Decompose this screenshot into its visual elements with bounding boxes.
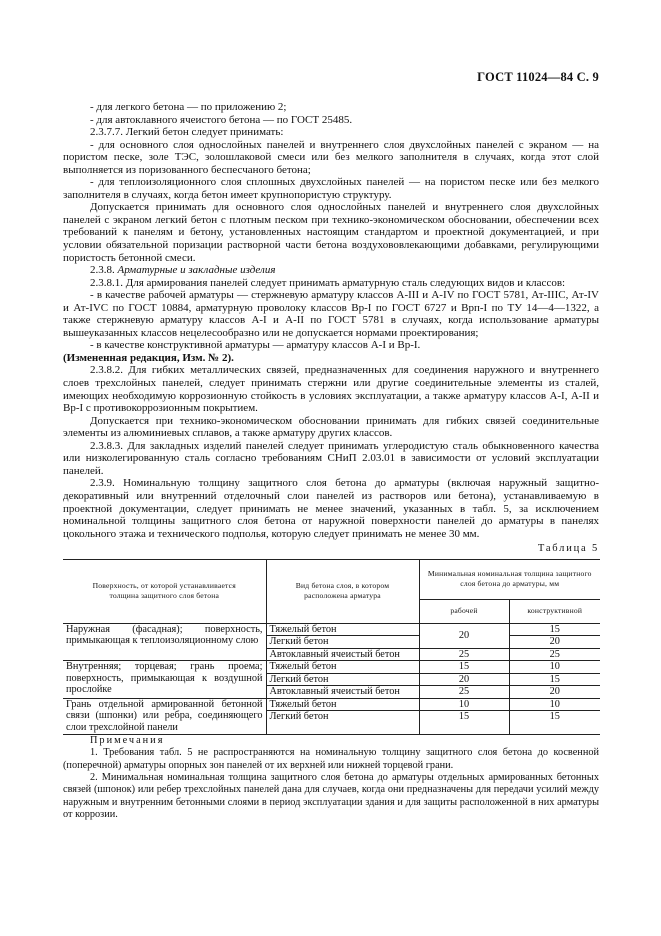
paragraph: Допускается принимать для основного слоя однослойных панелей и внутреннего слоя двухслойных панелей с экраном легкий бетон с плотным песком при технико-экономическом обосновании, обеспечении всех требований к панелям и бетону, установленных настоящим стандартом и проектной документацией, и при условии обязательной поризации растворной части бетона воздухововлекающими добавками, регулирующими пористость бетонной смеси. bbox=[63, 201, 599, 264]
concrete-cell: Тяжелый бетон bbox=[266, 661, 419, 674]
paragraph: - для теплоизоляционного слоя сплошных двухслойных панелей — на пористом песке или без мелкого заполнителя в случаях, когда бетон имеет крупнопористую структуру. bbox=[63, 176, 599, 201]
concrete-cell: Легкий бетон bbox=[266, 636, 419, 649]
constr-cell: 20 bbox=[509, 686, 600, 699]
notes-block bbox=[63, 735, 599, 821]
paragraph: - для основного слоя однослойных панелей и внутреннего слоя двухслойных панелей с экраном — на пористом песке, золе ТЭС, золошлаковой смеси или без мелкого заполнителя в случаях, когда этот слой выполняется из поризованного беспесчаного бетона; bbox=[63, 138, 599, 176]
work-cell: 10 bbox=[419, 698, 509, 711]
edit-note: (Измененная редакция, Изм. № 2). bbox=[63, 351, 234, 364]
work-cell: 20 bbox=[419, 623, 509, 648]
concrete-cell: Легкий бетон bbox=[266, 673, 419, 686]
constr-cell: 15 bbox=[509, 623, 600, 636]
page-header: ГОСТ 11024—84 С. 9 bbox=[477, 70, 599, 84]
col-header-surface: Поверхность, от которой устанавливается толщина защитного слоя бетона bbox=[63, 559, 266, 623]
constr-cell: 20 bbox=[509, 636, 600, 649]
work-cell: 25 bbox=[419, 686, 509, 699]
concrete-cell: Тяжелый бетон bbox=[266, 698, 419, 711]
surface-cell: Внутренняя; торцевая; грань проема; поверхность, примыкающая к воздушной прослойке bbox=[63, 661, 266, 699]
section-number: 2.3.8. bbox=[90, 264, 115, 277]
table-caption: Таблица 5 bbox=[537, 543, 599, 555]
notes-title: Примечания bbox=[90, 735, 165, 747]
table-row bbox=[63, 698, 600, 711]
table-row bbox=[63, 623, 600, 636]
constr-cell: 10 bbox=[509, 698, 600, 711]
paragraph: - для автоклавного ячеистого бетона — по ГОСТ 25485. bbox=[90, 113, 353, 126]
section-title: Арматурные и закладные изделия bbox=[117, 264, 276, 277]
work-cell: 15 bbox=[419, 711, 509, 735]
table-5 bbox=[63, 559, 600, 736]
paragraph: - в качестве конструктивной арматуры — арматуру классов А-I и Вр-I. bbox=[90, 339, 421, 352]
note-item: 1. Требования табл. 5 не распространяются на номинальную толщину защитного слоя бетона до косвенной (поперечной) арматуры опорных зон панелей от их верхней или нижней торцевой грани. bbox=[63, 747, 599, 771]
paragraph: 2.3.9. Номинальную толщину защитного слоя бетона до арматуры (включая наружный защитно-декоративный или внутренний отделочный слои панелей из растворов или бетона), устанавливаемую в проектной документации, следует принимать не менее значений, указанных в табл. 5, за исключением номинальной толщины защитного слоя бетона от наружной поверхности панелей до арматуры в панелях цокольного этажа и технического подполья, которую следует принимать не менее 30 мм. bbox=[63, 477, 599, 540]
paragraph: - в качестве рабочей арматуры — стержневую арматуру классов А-III и А-IV по ГОСТ 5781, Ат-IIIС, Ат-IV и Ат-IVС по ГОСТ 10884, арматурную проволоку классов Вр-I по ГОСТ 6727 и Врп-I по ТУ 14—4—1322, а также стержневую арматуру классов А-I и А-II по ГОСТ 5781 в случаях, когда использование арматуры вышеуказанных классов нецелесообразно или не допускается нормами проектирования; bbox=[63, 289, 599, 339]
paragraph: 2.3.8.3. Для закладных изделий панелей следует принимать углеродистую сталь обыкновенного качества или низколегированную сталь согласно требованиям СНиП 2.03.01 в зависимости от условий эксплуатации панелей. bbox=[63, 439, 599, 477]
concrete-cell: Легкий бетон bbox=[266, 711, 419, 735]
surface-cell: Грань отдельной армированной бетонной связи (шпонки) или ребра, соединяющего слои трехслойной панели bbox=[63, 698, 266, 735]
work-cell: 25 bbox=[419, 648, 509, 661]
paragraph: 2.3.8.1. Для армирования панелей следует принимать арматурную сталь следующих видов и классов: bbox=[90, 276, 566, 289]
constr-cell: 15 bbox=[509, 711, 600, 735]
col-header-constr: конструктивной bbox=[509, 599, 600, 623]
concrete-cell: Тяжелый бетон bbox=[266, 623, 419, 636]
work-cell: 20 bbox=[419, 673, 509, 686]
constr-cell: 15 bbox=[509, 673, 600, 686]
paragraph: 2.3.8.2. Для гибких металлических связей, предназначенных для соединения наружного и внутреннего слоев трехслойных панелей, следует принимать стержни или другие соединительные элементы из сталей, имеющих необходимую коррозионную стойкость в условиях эксплуатации, а также арматуру классов А-I, А-II и Вр-I с противокоррозионным покрытием. bbox=[63, 364, 599, 415]
concrete-cell: Автоклавный ячеистый бетон bbox=[266, 686, 419, 699]
table-row bbox=[63, 661, 600, 674]
constr-cell: 25 bbox=[509, 648, 600, 661]
document-body bbox=[63, 101, 599, 821]
constr-cell: 10 bbox=[509, 661, 600, 674]
surface-cell: Наружная (фасадная); поверхность, примыкающая к теплоизоляционному слою bbox=[63, 623, 266, 661]
concrete-cell: Автоклавный ячеистый бетон bbox=[266, 648, 419, 661]
note-item: 2. Минимальная номинальная толщина защитного слоя бетона до арматуры отдельных армированных бетонных связей (шпонок) или ребер трехслойных панелей дана для случаев, когда они предназначены для передачи усилий между наружным и внутренним бетонными слоями в период эксплуатации здания и для защиты расположенной в них арматуры от коррозии. bbox=[63, 772, 599, 820]
col-header-work: рабочей bbox=[419, 599, 509, 623]
paragraph: - для легкого бетона — по приложению 2; bbox=[90, 101, 287, 113]
paragraph: Допускается при технико-экономическом обосновании принимать для гибких связей соединительные элементы из алюминиевых сплавов, а также арматуру других классов. bbox=[63, 414, 599, 440]
col-header-thickness: Минимальная номинальная толщина защитного слоя бетона до арматуры, мм bbox=[419, 559, 600, 599]
work-cell: 15 bbox=[419, 661, 509, 674]
paragraph: 2.3.7.7. Легкий бетон следует принимать: bbox=[90, 126, 284, 139]
section-heading bbox=[63, 264, 599, 277]
col-header-concrete: Вид бетона слоя, в котором расположена арматура bbox=[266, 559, 419, 623]
